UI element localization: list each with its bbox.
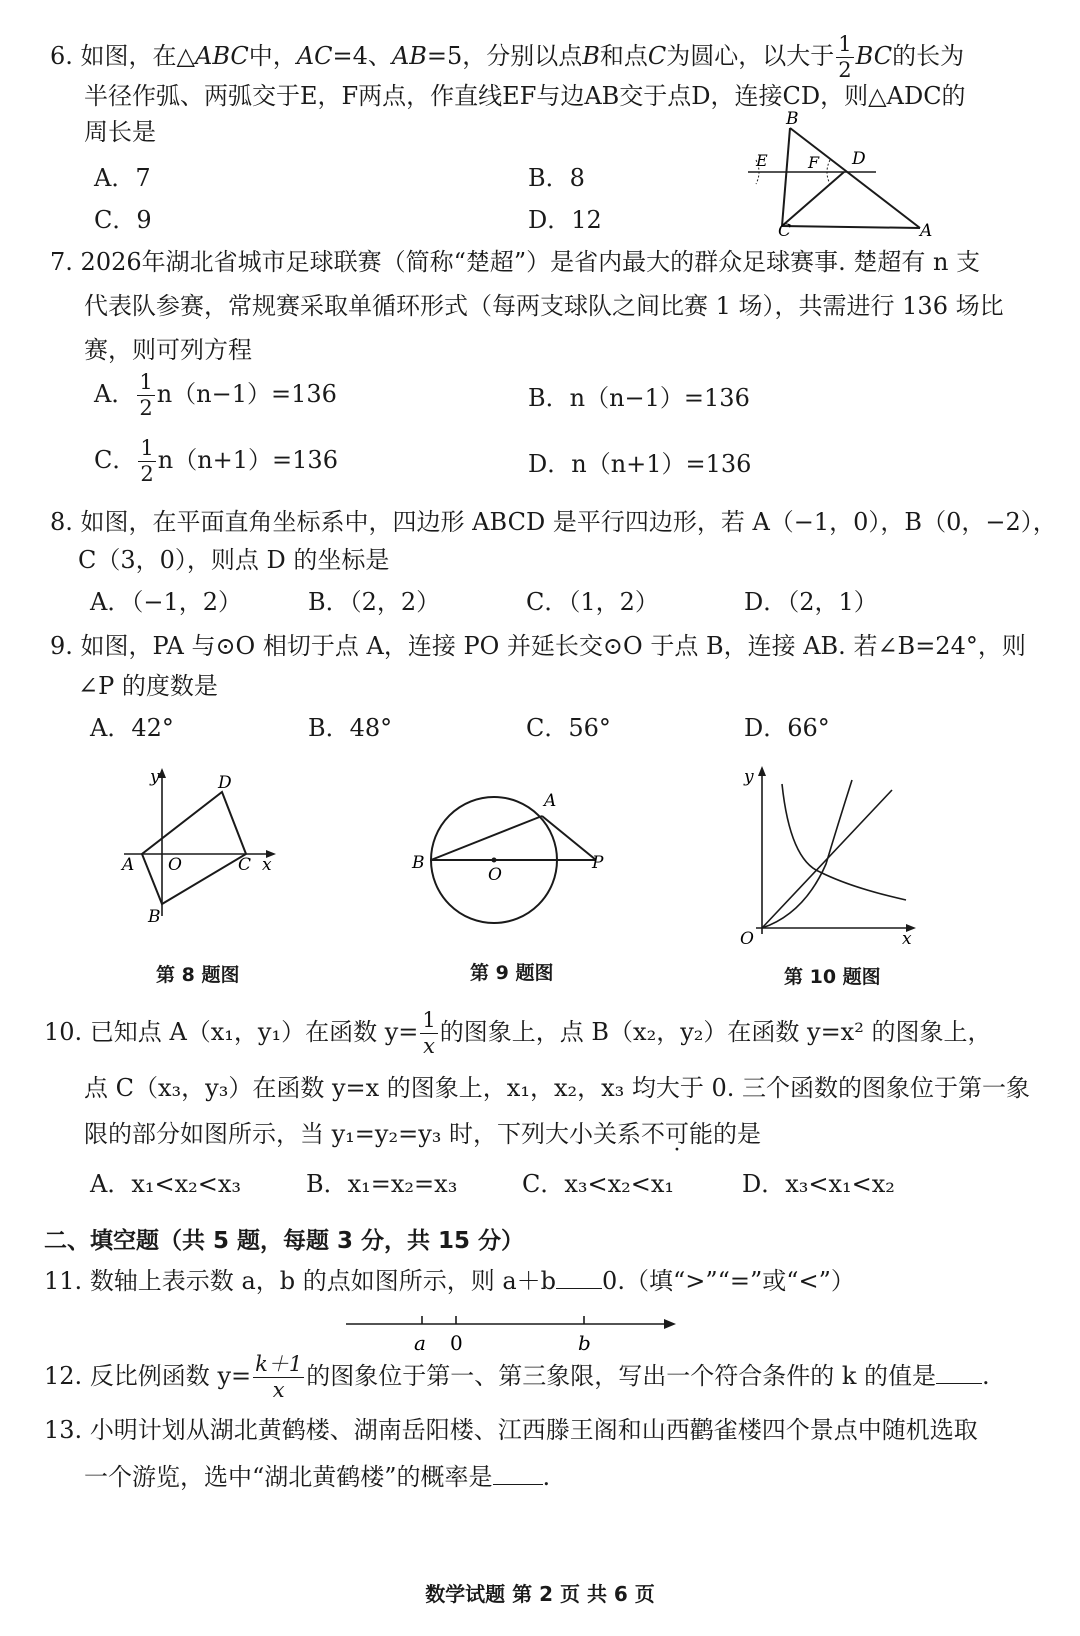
q8-option-b: B．（2，2） bbox=[308, 588, 441, 616]
fig8-label-y: y bbox=[150, 767, 160, 787]
q10-line2: 点 C（x₃，y₃）在函数 y=x 的图象上，x₁，x₂，x₃ 均大于 0. 三个函数的图象位于第一象 bbox=[84, 1074, 1031, 1102]
fig10-function-graphs bbox=[734, 764, 924, 948]
q10-option-b: B．x₁=x₂=x₃ bbox=[306, 1170, 458, 1198]
fig9-circle-tangent bbox=[404, 770, 614, 930]
fig8-label-b: B bbox=[148, 907, 161, 927]
q6-option-d: D．12 bbox=[528, 206, 602, 234]
q11-number-line bbox=[340, 1310, 690, 1356]
fig10-label-o: O bbox=[740, 929, 754, 948]
q9-line2: ∠P 的度数是 bbox=[78, 672, 218, 700]
q8-option-a: A．（−1，2） bbox=[90, 588, 242, 616]
q11-label-a: a bbox=[414, 1331, 426, 1355]
q11-label-b: b bbox=[578, 1331, 591, 1355]
q13-answer-blank bbox=[493, 1462, 543, 1485]
fig8-parallelogram bbox=[110, 766, 290, 936]
q7-option-c: C． $\frac{1}{2}$ n（n+1）=136 bbox=[94, 436, 338, 486]
q8-option-c: C．（1，2） bbox=[526, 588, 659, 616]
fraction-half: $\frac{1}{2}$ bbox=[838, 32, 852, 82]
fig10-caption: 第 10 题图 bbox=[784, 966, 881, 988]
q11-answer-blank bbox=[556, 1266, 602, 1289]
fig9-caption: 第 9 题图 bbox=[470, 962, 554, 984]
q7-line2: 代表队参赛，常规赛采取单循环形式（每两支球队之间比赛 1 场），共需进行 136 场比 bbox=[84, 292, 1004, 320]
q8-line1: 8. 如图，在平面直角坐标系中，四边形 ABCD 是平行四边形，若 A（−1，0），B（0，−2）， bbox=[50, 508, 1057, 536]
fig6-label-b: B bbox=[786, 109, 799, 129]
page-footer: 数学试题 第 2 页 共 6 页 bbox=[425, 1582, 655, 1606]
q7-option-a: A． $\frac{1}{2}$ n（n−1）=136 bbox=[94, 370, 337, 420]
fig6-label-e: E bbox=[756, 151, 768, 170]
q10-option-d: D．x₃<x₁<x₂ bbox=[742, 1170, 895, 1198]
fig9-label-b: B bbox=[412, 853, 425, 873]
q6-option-c: C．9 bbox=[94, 206, 152, 234]
q6-line3: 周长是 bbox=[84, 118, 156, 146]
q9-option-d: D．66° bbox=[744, 714, 830, 742]
fig9-label-o: O bbox=[488, 865, 502, 885]
q12-text: 12. 反比例函数 y= $\frac{k+1}{x}$ 的图象位于第一、第三象限，写出一个符合条件的 k 的值是 . bbox=[44, 1352, 990, 1402]
q6-option-a: A．7 bbox=[94, 164, 151, 192]
fig10-label-x: x bbox=[902, 929, 912, 948]
fig8-label-a: A bbox=[122, 855, 135, 875]
q13-line1: 13. 小明计划从湖北黄鹤楼、湖南岳阳楼、江西滕王阁和山西鹳雀楼四个景点中随机选取 bbox=[44, 1416, 978, 1444]
fig8-label-c: C bbox=[238, 855, 252, 875]
fig10-label-y: y bbox=[744, 767, 754, 787]
q9-option-c: C．56° bbox=[526, 714, 611, 742]
q6-triangle-figure bbox=[740, 108, 940, 238]
fig6-label-d: D bbox=[852, 149, 866, 169]
fig9-label-a: A bbox=[544, 791, 557, 811]
fig6-label-a: A bbox=[920, 221, 933, 238]
q12-answer-blank bbox=[936, 1361, 982, 1384]
q11-label-zero: 0 bbox=[450, 1331, 463, 1355]
q9-line1: 9. 如图，PA 与⊙O 相切于点 A，连接 PO 并延长交⊙O 于点 B，连接 AB. 若∠B=24°，则 bbox=[50, 632, 1026, 660]
q10-line1: 10. 已知点 A（x₁，y₁）在函数 y= $\frac{1}{x}$ 的图象上，点 B（x₂，y₂）在函数 y=x² 的图象上， bbox=[44, 1008, 992, 1058]
fig8-label-o: O bbox=[168, 855, 182, 875]
fig8-label-d: D bbox=[218, 773, 232, 793]
section-2-title: 二、填空题（共 5 题，每题 3 分，共 15 分） bbox=[44, 1228, 525, 1254]
q7-line1: 7. 2026年湖北省城市足球联赛（简称“楚超”）是省内最大的群众足球赛事. 楚超有 n 支 bbox=[50, 248, 981, 276]
q9-option-a: A．42° bbox=[90, 714, 174, 742]
fig6-label-f: F bbox=[808, 153, 820, 172]
q9-option-b: B．48° bbox=[308, 714, 393, 742]
fig8-caption: 第 8 题图 bbox=[156, 964, 240, 986]
q7-option-b: B．n（n−1）=136 bbox=[528, 384, 750, 412]
fig6-label-c: C bbox=[778, 221, 792, 238]
q8-line2: C（3，0），则点 D 的坐标是 bbox=[78, 546, 390, 574]
q10-line3: 限的部分如图所示，当 y₁=y₂=y₃ 时，下列大小关系不可能的是 bbox=[84, 1120, 762, 1148]
q10-option-c: C．x₃<x₂<x₁ bbox=[522, 1170, 675, 1198]
q6-line1: 6. 如图，在△ABC中，AC=4、AB=5，分别以点B和点C为圆心，以大于 $\frac{1}{2}$ BC的长为 bbox=[50, 32, 965, 82]
q13-line2: 一个游览，选中“湖北黄鹤楼”的概率是 . bbox=[84, 1463, 551, 1491]
q8-option-d: D．（2，1） bbox=[744, 588, 878, 616]
q10-option-a: A．x₁<x₂<x₃ bbox=[90, 1170, 242, 1198]
fig9-label-p: P bbox=[592, 853, 604, 873]
q6-option-b: B．8 bbox=[528, 164, 585, 192]
q7-option-d: D．n（n+1）=136 bbox=[528, 450, 752, 478]
q7-line3: 赛，则可列方程 bbox=[84, 336, 252, 364]
q11-text: 11. 数轴上表示数 a，b 的点如图所示，则 a＋b 0.（填“>”“=”或“<”） bbox=[44, 1267, 855, 1295]
fig8-label-x: x bbox=[262, 855, 272, 875]
q6-line2: 半径作弧、两弧交于E，F两点，作直线EF与边AB交于点D，连接CD，则△ADC的 bbox=[84, 82, 966, 110]
